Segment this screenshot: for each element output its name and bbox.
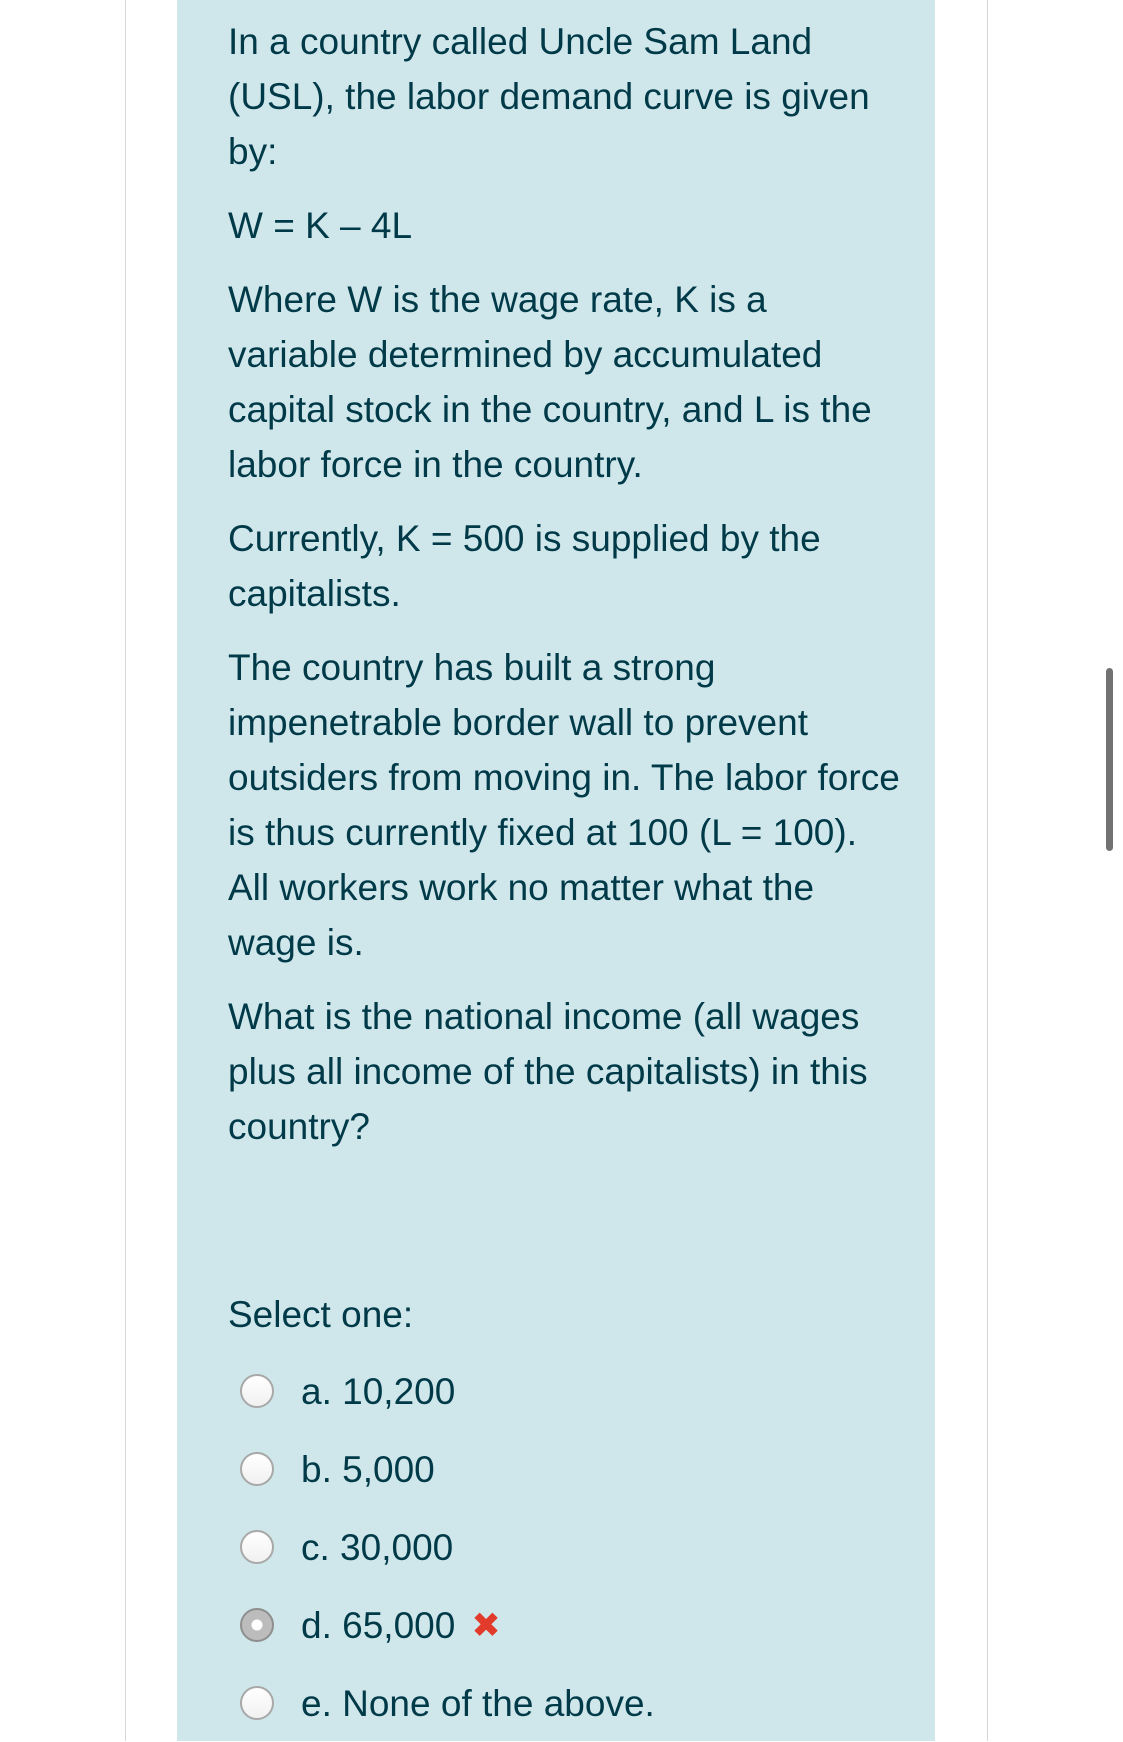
question-paragraph-capital: Currently, K = 500 is supplied by the capitalists. (228, 518, 821, 614)
answer-option-label: e. None of the above. (301, 1682, 655, 1724)
answer-option-c[interactable] (240, 1508, 890, 1586)
answer-option-e[interactable] (240, 1664, 890, 1742)
answer-options (240, 1352, 890, 1742)
question-paragraph-intro: In a country called Uncle Sam Land (USL), the labor demand curve is given by: (228, 21, 870, 172)
radio-button-d-selected[interactable] (240, 1608, 274, 1642)
question-equation: W = K – 4L (228, 205, 413, 246)
question-paragraph-prompt: What is the national income (all wages plus all income of the capitalists) in this country? (228, 996, 868, 1147)
question-paragraph-definitions: Where W is the wage rate, K is a variable determined by accumulated capital stock in the country, and L is the labor force in the country. (228, 279, 872, 485)
question-paragraph-labor: The country has built a strong impenetrable border wall to prevent outsiders from moving in. The labor force is thus currently fixed at 100 (L = 100). All workers work no matter what the wage is. (228, 647, 900, 963)
answer-option-d[interactable] (240, 1586, 890, 1664)
radio-button-c[interactable] (240, 1530, 274, 1564)
select-one-label: Select one: (228, 1294, 414, 1335)
radio-button-e[interactable] (240, 1686, 274, 1720)
radio-button-b[interactable] (240, 1452, 274, 1486)
radio-button-a[interactable] (240, 1374, 274, 1408)
cross-icon: ✖ (471, 1605, 501, 1645)
answer-option-label: b. 5,000 (301, 1448, 435, 1490)
answer-option-label: c. 30,000 (301, 1526, 454, 1568)
answer-option-label: d. 65,000 (301, 1604, 456, 1646)
vertical-scrollbar[interactable] (1106, 668, 1113, 851)
answer-option-b[interactable] (240, 1430, 890, 1508)
question-text (228, 14, 903, 1173)
answer-option-a[interactable] (240, 1352, 890, 1430)
answer-option-label: a. 10,200 (301, 1370, 456, 1412)
